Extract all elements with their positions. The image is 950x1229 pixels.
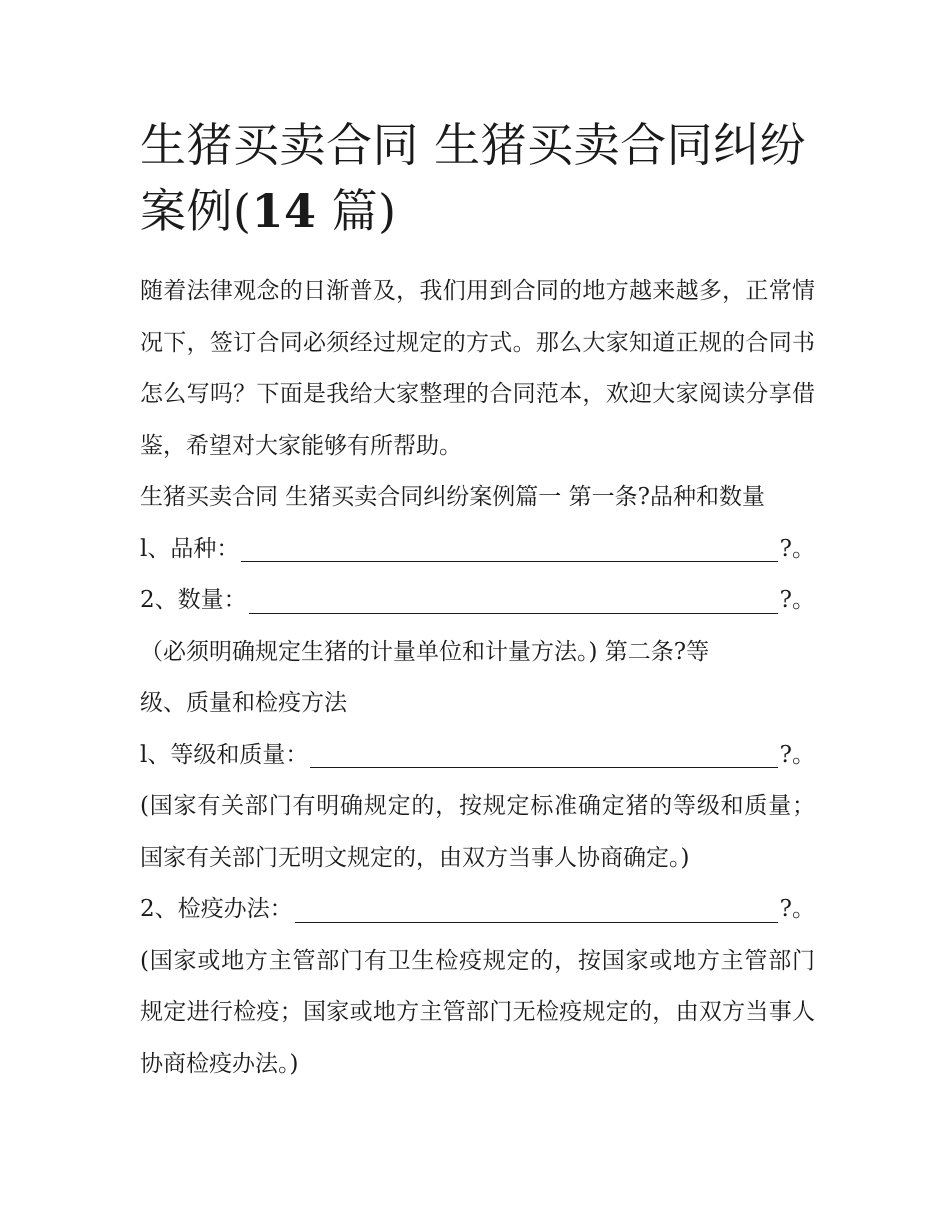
note-measurement: （必须明确规定生猪的计量单位和计量方法。) 第二条?等 — [140, 638, 710, 665]
field-quarantine-method-label: 2、检疫办法： — [140, 896, 293, 922]
section-heading: 生猪买卖合同 生猪买卖合同纠纷案例篇一 第一条?品种和数量 — [140, 484, 765, 510]
field-quantity-tail: ?。 — [779, 587, 815, 613]
field-variety-tail: ?。 — [779, 535, 815, 562]
field-quarantine-method — [140, 884, 815, 936]
field-grade-quality-tail: ?。 — [779, 741, 815, 768]
intro-paragraph: 随着法律观念的日渐普及，我们用到合同的地方越来越多，正常情况下，签订合同必须经过规定的方式。那么大家知道正规的合同书怎么写吗？下面是我给大家整理的合同范本，欢迎大家阅读分享借鉴，希望对大家能够有所帮助。 — [140, 278, 815, 459]
field-quantity-label: 2、数量： — [140, 587, 247, 613]
field-quarantine-method-tail: ?。 — [779, 896, 815, 922]
title-count: 14 — [251, 184, 317, 238]
article-two-heading: 级、质量和检疫方法 — [140, 690, 347, 716]
note-grade-standard: (国家有关部门有明确规定的，按规定标准确定猪的等级和质量；国家有关部门无明文规定的，由双方当事人协商确定。) — [140, 793, 815, 871]
field-grade-quality — [140, 730, 815, 782]
field-quarantine-method-blank[interactable] — [295, 922, 778, 923]
title-text: 生猪买卖合同 生猪买卖合同纠纷案例( — [140, 118, 807, 238]
note-quarantine: (国家或地方主管部门有卫生检疫规定的，按国家或地方主管部门规定进行检疫；国家或地方主管部门无检疫规定的，由双方当事人协商检疫办法。) — [140, 947, 815, 1077]
field-variety-label: l、品种： — [140, 535, 240, 562]
field-grade-quality-label: l、等级和质量： — [140, 741, 309, 768]
title-suffix: 篇) — [316, 184, 397, 238]
document-page — [140, 112, 815, 1090]
field-variety-blank[interactable] — [241, 561, 777, 562]
document-body — [140, 266, 815, 1090]
document-title — [140, 112, 815, 244]
field-quantity — [140, 575, 815, 627]
field-quantity-blank[interactable] — [249, 613, 778, 614]
field-variety — [140, 524, 815, 576]
field-grade-quality-blank[interactable] — [310, 767, 777, 768]
